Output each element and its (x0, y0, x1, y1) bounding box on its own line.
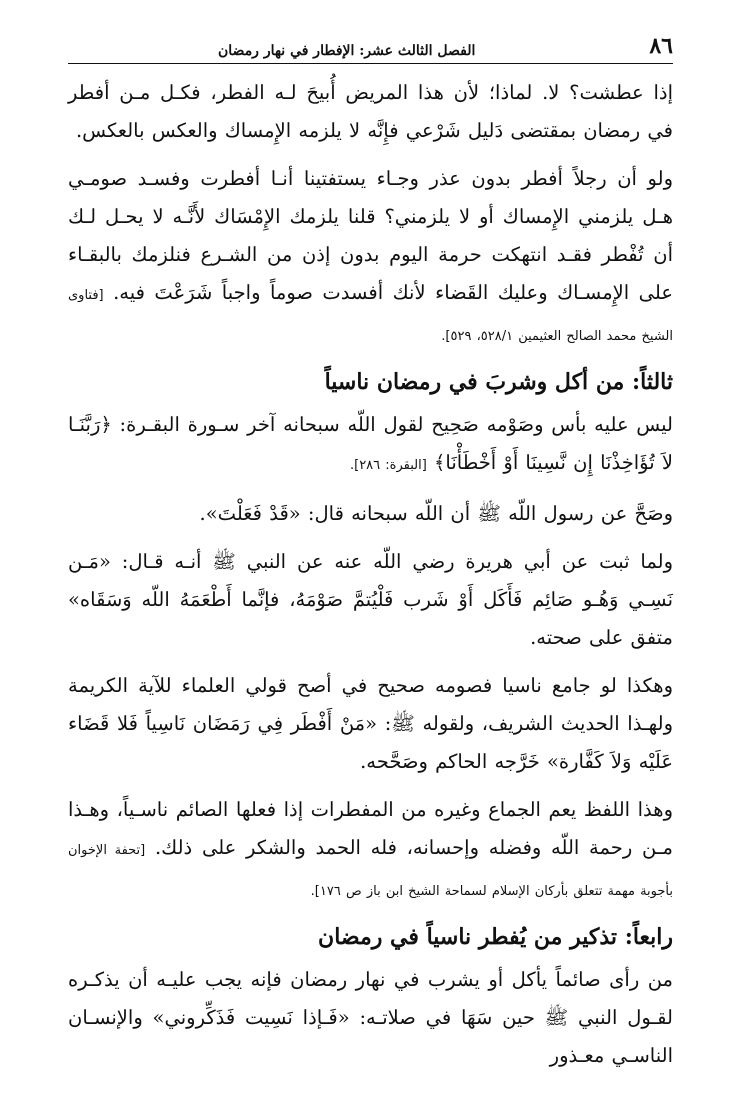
citation: [تحفة الإخوان بأجوبة مهمة تتعلق بأركان الإسلام لسماحة الشيخ ابن باز ص ١٧٦]. (68, 843, 673, 899)
paragraph-text: إذا عطشت؟ لا. لماذا؛ لأن هذا المريض أُبيحَ لـه الفطر، فكـل مـن أفطر في رمضان بمقتضى دَليل شَرْعي فإِنَّه لا يلزمه الإِمساك والعكس بالعكس. (68, 81, 673, 142)
paragraph (68, 160, 673, 356)
page-number: ٨٦ (649, 33, 673, 59)
paragraph-text: وصَحَّ عن رسول اللّه ﷺ أن اللّه سبحانه قال: «قَدْ فَعَلْتَ». (199, 502, 673, 525)
page-body (68, 74, 673, 1075)
paragraph (68, 961, 673, 1075)
paragraph-text: وهكذا لو جامع ناسيا فصومه صحيح في أصح قولي العلماء للآية الكريمة ولهـذا الحديث الشريف، ولقوله ﷺ: «مَنْ أَفْطَر فِي رَمَضَان نَاسِياً فَلا قَضَاء عَلَيْه وَلاَ كَفَّارة» خَرَّجه الحاكم وصَحَّحه. (68, 674, 673, 773)
paragraph (68, 791, 673, 911)
citation: [البقرة: ٢٨٦]. (349, 458, 427, 473)
page-header (68, 30, 673, 64)
paragraph (68, 495, 673, 533)
paragraph-text: ولما ثبت عن أبي هريرة رضي اللّه عنه عن النبي ﷺ أنـه قـال: «مَـن نَسِـي وَهُـو صَائِم فَأَكَل أَوْ شَرب فَلْيُتمَّ صَوْمَهُ، فإنَّما أَطْعَمَهُ اللّه وَسَقَاه» متفق على صحته. (68, 550, 673, 649)
paragraph (68, 667, 673, 781)
citation: [فتاوى الشيخ محمد الصالح العثيمين ٥٢٨/١، ٥٢٩]. (68, 288, 673, 344)
paragraph-text: ولو أن رجلاً أفطر بدون عذر وجـاء يستفتينا أنـا أفطرت وفسـد صومـي هـل يلزمني الإِمساك أو لا يلزمني؟ قلنا يلزمك الإِمْسَاك لأَنَّـه لا يحـل لـك أن تُفْطر فقـد انتهكت حرمة اليوم بدون إذن من الشـرع فنلزمك بالبقـاء على الإِمسـاك وعليك القَضاء لأنك أفسدت صوماً واجباً شَرَعْتَ فيه. (68, 167, 673, 304)
paragraph (68, 406, 673, 485)
paragraph (68, 543, 673, 657)
paragraph (68, 74, 673, 150)
paragraph-text: ليس عليه بأس وصَوْمه صَحِيح لقول اللّه سبحانه آخر سـورة البقـرة: ﴿رَبَّنَـا لاَ تُؤَاخِذْنَا إِن نَّسِينَا أَوْ أَخْطَأْنَا﴾ (68, 413, 673, 474)
section-heading: ثالثاً: من أكل وشربَ في رمضان ناسياً (324, 369, 673, 395)
running-title: الفصل الثالث عشر: الإفطار في نهار رمضان (218, 43, 476, 59)
paragraph-text: وهذا اللفظ يعم الجماع وغيره من المفطرات إذا فعلها الصائم ناسـياً، وهـذا مـن رحمة اللّه وفضله وإحسانه، فله الحمد والشكر على ذلك. (68, 798, 673, 859)
section-heading: رابعاً: تذكير من يُفطر ناسياً في رمضان (318, 924, 673, 950)
paragraph-text: من رأى صائماً يأكل أو يشرب في نهار رمضان فإنه يجب عليـه أن يذكـره لقـول النبي ﷺ حين سَهَا في صلاتـه: «فَـإذا نَسِيت فَذَكِّروني» والإنسـان الناسـي معـذور (68, 968, 673, 1067)
